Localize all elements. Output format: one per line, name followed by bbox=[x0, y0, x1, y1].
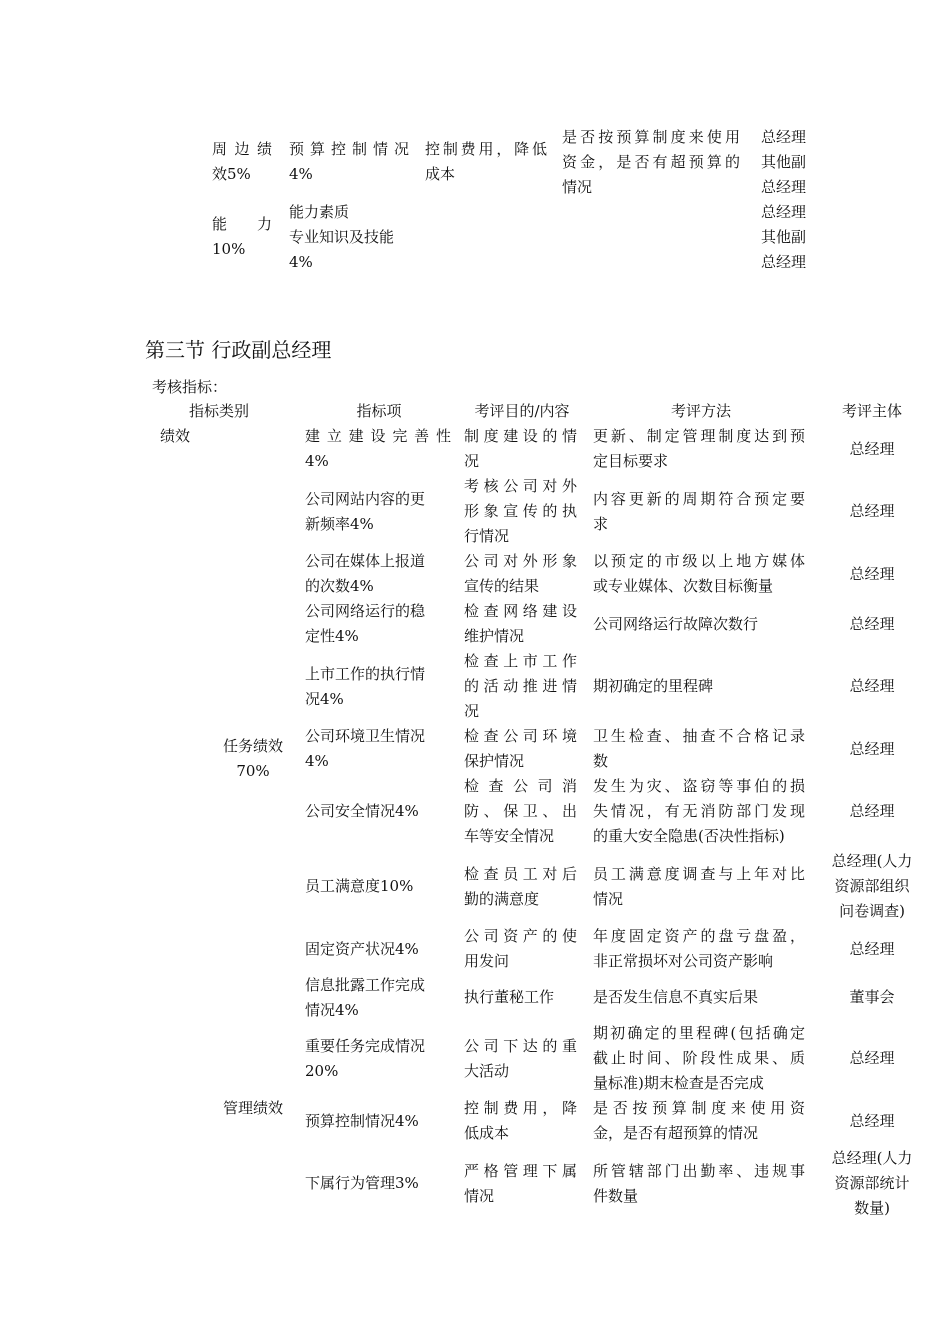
evaluation-method: 截止时间、阶段性成果、质 bbox=[593, 1049, 805, 1067]
indicator-item: 况4% bbox=[305, 689, 344, 708]
evaluation-subject: 总经理 bbox=[849, 677, 895, 695]
subject-cell: 其他副 bbox=[761, 153, 807, 171]
category-task: 任务绩效 bbox=[222, 737, 283, 755]
evaluation-purpose: 检查公司环境 bbox=[464, 727, 577, 745]
table-header-cell: 考评方法 bbox=[670, 402, 731, 420]
evaluation-purpose: 低成本 bbox=[464, 1124, 510, 1142]
section-subtitle: 考核指标： bbox=[152, 378, 228, 396]
evaluation-method: 期初确定的里程碑(包括确定 bbox=[593, 1024, 805, 1042]
evaluation-purpose: 检查网络建设 bbox=[464, 602, 577, 620]
table-header-cell: 考评主体 bbox=[841, 402, 902, 420]
evaluation-subject: 资源部组织 bbox=[834, 877, 910, 895]
evaluation-subject: 资源部统计 bbox=[834, 1174, 910, 1192]
method-cell: 情况 bbox=[562, 178, 593, 196]
evaluation-purpose: 保护情况 bbox=[464, 752, 525, 770]
evaluation-method: 件数量 bbox=[593, 1186, 639, 1205]
evaluation-purpose: 公司下达的重 bbox=[464, 1036, 577, 1055]
indicator-item: 新频率4% bbox=[305, 514, 374, 533]
subject-cell: 总经理 bbox=[761, 128, 807, 146]
subject-cell: 总经理 bbox=[761, 253, 807, 271]
purpose-cell: 成本 bbox=[425, 165, 456, 183]
evaluation-method: 年度固定资产的盘亏盘盈， bbox=[593, 927, 805, 945]
indicator-item: 情况4% bbox=[305, 1000, 359, 1019]
evaluation-purpose: 执行董秘工作 bbox=[464, 988, 555, 1006]
evaluation-subject: 总经理 bbox=[849, 1049, 895, 1067]
item-cell: 预算控制情况 bbox=[289, 140, 409, 158]
indicator-item: 建立建设完善性 bbox=[305, 427, 451, 445]
indicator-item: 公司网络运行的稳 bbox=[305, 602, 426, 620]
evaluation-purpose: 控制费用，降 bbox=[464, 1099, 577, 1117]
evaluation-subject: 数量) bbox=[854, 1199, 890, 1217]
purpose-cell: 控制费用，降低 bbox=[425, 140, 547, 158]
evaluation-purpose: 车等安全情况 bbox=[464, 827, 555, 845]
evaluation-method: 是否按预算制度来使用资 bbox=[593, 1099, 805, 1117]
evaluation-purpose: 的活动推进情 bbox=[464, 677, 577, 695]
evaluation-method: 的重大安全隐患(否决性指标) bbox=[593, 827, 785, 845]
subject-cell: 总经理 bbox=[761, 178, 807, 196]
category-cell: 10% bbox=[212, 240, 246, 258]
method-cell: 资金，是否有超预算的 bbox=[562, 153, 740, 171]
evaluation-subject: 总经理 bbox=[849, 802, 895, 820]
evaluation-subject: 总经理 bbox=[849, 739, 895, 758]
evaluation-purpose: 情况 bbox=[464, 1186, 495, 1205]
indicator-item: 4% bbox=[305, 752, 329, 770]
indicator-item: 20% bbox=[305, 1061, 339, 1080]
evaluation-purpose: 宣传的结果 bbox=[464, 577, 540, 595]
category-cell: 能 力 bbox=[212, 215, 272, 233]
evaluation-purpose: 检查员工对后 bbox=[464, 864, 577, 883]
subject-cell: 其他副 bbox=[761, 228, 807, 246]
evaluation-purpose: 检查公司消 bbox=[464, 777, 577, 795]
category-mgmt: 管理绩效 bbox=[222, 1099, 283, 1117]
evaluation-subject: 问卷调查) bbox=[839, 902, 905, 920]
indicator-item: 下属行为管理3% bbox=[305, 1174, 419, 1192]
indicator-item: 员工满意度10% bbox=[305, 877, 414, 895]
evaluation-method: 发生为灾、盗窃等事伯的损 bbox=[593, 777, 805, 795]
indicator-item: 定性4% bbox=[305, 627, 359, 645]
evaluation-subject: 总经理 bbox=[849, 502, 895, 520]
evaluation-subject: 总经理 bbox=[849, 939, 895, 958]
category-cell: 周边绩 bbox=[212, 140, 272, 158]
evaluation-method: 卫生检查、抽查不合格记录 bbox=[593, 727, 805, 745]
indicator-item: 固定资产状况4% bbox=[305, 939, 419, 958]
evaluation-purpose: 况 bbox=[464, 452, 480, 470]
indicator-item: 公司在媒体上报道 bbox=[305, 552, 426, 570]
category-cell: 效5% bbox=[212, 165, 251, 183]
evaluation-subject: 总经理(人力 bbox=[831, 1149, 913, 1167]
evaluation-subject: 总经理(人力 bbox=[831, 852, 913, 870]
evaluation-method: 内容更新的周期符合预定要 bbox=[593, 489, 805, 508]
evaluation-subject: 总经理 bbox=[849, 564, 895, 583]
table-header-cell: 指标项 bbox=[356, 402, 402, 420]
evaluation-purpose: 防、保卫、出 bbox=[464, 802, 577, 820]
evaluation-purpose: 大活动 bbox=[464, 1061, 510, 1080]
evaluation-subject: 董事会 bbox=[849, 988, 895, 1006]
evaluation-purpose: 检查上市工作 bbox=[464, 652, 577, 670]
item-cell: 4% bbox=[289, 165, 313, 183]
indicator-item: 4% bbox=[305, 452, 329, 470]
item-cell: 4% bbox=[289, 253, 313, 271]
evaluation-method: 情况 bbox=[593, 889, 624, 908]
evaluation-method: 非正常损坏对公司资产影响 bbox=[593, 952, 774, 970]
table-header-cell: 考评目的/内容 bbox=[474, 402, 570, 420]
section-title: 第三节 行政副总经理 bbox=[145, 338, 332, 362]
evaluation-subject: 总经理 bbox=[849, 614, 895, 633]
evaluation-method: 是否发生信息不真实后果 bbox=[593, 988, 759, 1006]
evaluation-method: 量标准)期末检查是否完成 bbox=[593, 1074, 764, 1092]
evaluation-purpose: 勤的满意度 bbox=[464, 889, 540, 908]
category-perf: 绩效 bbox=[160, 427, 191, 445]
indicator-item: 公司安全情况4% bbox=[305, 802, 419, 820]
evaluation-purpose: 况 bbox=[464, 702, 480, 720]
method-cell: 是否按预算制度来使用 bbox=[562, 128, 740, 146]
evaluation-subject: 总经理 bbox=[849, 1111, 895, 1130]
evaluation-method: 以预定的市级以上地方媒体 bbox=[593, 552, 805, 570]
category-task: 70% bbox=[236, 762, 270, 780]
evaluation-method: 求 bbox=[593, 514, 609, 533]
evaluation-method: 金，是否有超预算的情况 bbox=[593, 1124, 759, 1142]
evaluation-method: 或专业媒体、次数目标衡量 bbox=[593, 577, 774, 595]
evaluation-purpose: 公司对外形象 bbox=[464, 552, 577, 570]
evaluation-method: 定目标要求 bbox=[593, 452, 669, 470]
evaluation-purpose: 用发问 bbox=[464, 952, 510, 970]
evaluation-purpose: 严格管理下属 bbox=[464, 1161, 577, 1180]
evaluation-method: 数 bbox=[593, 752, 609, 770]
indicator-item: 公司环境卫生情况 bbox=[305, 727, 426, 745]
indicator-item: 的次数4% bbox=[305, 577, 374, 595]
indicator-item: 上市工作的执行情 bbox=[305, 664, 426, 683]
subject-cell: 总经理 bbox=[761, 203, 807, 221]
item-cell: 专业知识及技能 bbox=[289, 228, 395, 246]
indicator-item: 预算控制情况4% bbox=[305, 1111, 419, 1130]
evaluation-purpose: 制度建设的情 bbox=[464, 427, 577, 445]
evaluation-method: 失情况，有无消防部门发现 bbox=[593, 802, 805, 820]
evaluation-purpose: 公司资产的使 bbox=[464, 927, 577, 945]
evaluation-purpose: 考核公司对外 bbox=[464, 477, 577, 495]
evaluation-purpose: 维护情况 bbox=[464, 627, 525, 645]
evaluation-purpose: 行情况 bbox=[464, 527, 510, 545]
evaluation-method: 公司网络运行故障次数行 bbox=[593, 614, 759, 633]
evaluation-subject: 总经理 bbox=[849, 439, 895, 458]
evaluation-method: 更新、制定管理制度达到预 bbox=[593, 427, 805, 445]
indicator-item: 公司网站内容的更 bbox=[305, 489, 426, 508]
table-header-cell: 指标类别 bbox=[188, 402, 249, 420]
indicator-item: 信息批露工作完成 bbox=[305, 975, 426, 994]
indicator-item: 重要任务完成情况 bbox=[305, 1036, 426, 1055]
evaluation-purpose: 形象宣传的执 bbox=[464, 502, 577, 520]
evaluation-method: 所管辖部门出勤率、违规事 bbox=[593, 1161, 805, 1180]
item-cell: 能力素质 bbox=[289, 203, 350, 221]
evaluation-method: 员工满意度调查与上年对比 bbox=[593, 864, 805, 883]
evaluation-method: 期初确定的里程碑 bbox=[593, 677, 714, 695]
